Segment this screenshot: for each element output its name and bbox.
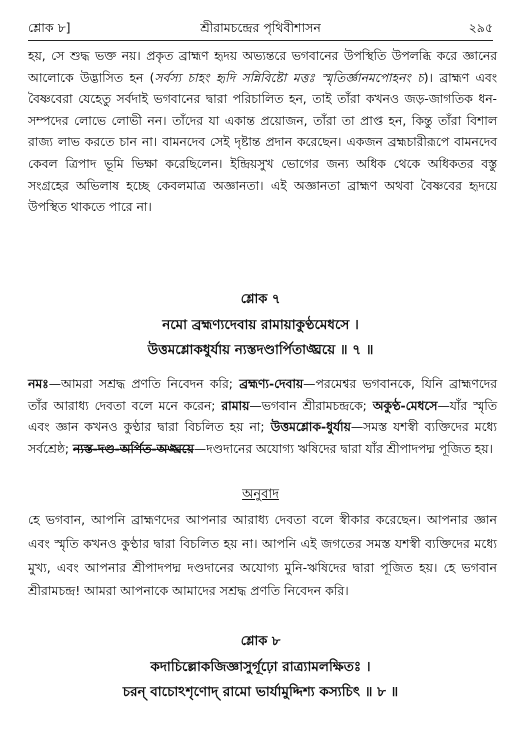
purport-quote: সর্বস্য চাহং হৃদি সন্নিবিষ্টো মত্তঃ স্মৃতির্জ্ঞানমপোহনং চ <box>154 70 424 85</box>
translation-heading: অনুবাদ <box>242 487 279 502</box>
sloka-8-title: শ্লোক ৮ <box>240 634 281 649</box>
synonym-word: ন্যস্ত-দণ্ড-অর্পিত-অঙ্ঘ্রয়ে <box>72 441 194 456</box>
synonym-meaning: —ভগবান শ্রীরামচন্দ্রকে; <box>249 398 373 413</box>
synonym-word: অকুণ্ঠ-মেধসে <box>372 398 438 413</box>
running-header <box>28 18 493 41</box>
purport-paragraph <box>28 46 497 219</box>
synonym-meaning: —পরমেশ্বর ভগবানকে, যিনি ব্রাহ্মণদের তাঁর আরাধ্য দেবতা বলে মনে করেন; <box>28 377 497 413</box>
synonym-word: রামায় <box>221 398 250 413</box>
synonyms-paragraph <box>28 374 497 460</box>
synonym-word: নমঃ <box>28 377 49 391</box>
sloka-8-line-2: চরন্ বাচোঽশৃণোদ্ রামো ভার্যামুদ্দিশ্য কস্যচিৎ ॥ ৮ ॥ <box>122 684 399 700</box>
synonym-meaning: —যাঁর স্মৃতি এবং জ্ঞান কখনও কুণ্ঠার দ্বারা বিচলিত হয় না; <box>28 398 497 435</box>
sloka-7-title: শ্লোক ৭ <box>240 292 281 307</box>
header-chapter-title: শ্রীরামচন্দ্রের পৃথিবীশাসন <box>200 20 321 35</box>
synonym-meaning: —দণ্ডদানের অযোগ্য ঋষিদের দ্বারা যাঁর শ্রীপাদপদ্ম পূজিত হয়। <box>193 441 493 456</box>
sloka-7-line-1: নমো ব্রহ্মণ্যদেবায় রামায়াকুণ্ঠমেধসে । <box>162 317 359 333</box>
purport-text-1: হয়, সে শুদ্ধ ভক্ত নয়। প্রকৃত ব্রাহ্মণ হৃদয় অভ্যন্তরে ভগবানের উপস্থিতি উপলব্ধি করে জ্ঞানের আলোকে উদ্ভাসিত হন ( <box>28 49 497 85</box>
purport-text-2: )। ব্রাহ্মণ এবং বৈষ্ণবেরা যেহেতু সর্বদাই ভগবানের দ্বারা পরিচালিত হন, তাই তাঁরা কখনও জড়-জাগতিক ধন-সম্পদের লোভে লোভী নন। তাঁদের যা একান্ত প্রয়োজন, তাঁরা তা প্রাপ্ত হন, কিন্তু তাঁরা বিশাল রাজ্য লাভ করতে চান না। বামনদেব সেই দৃষ্টান্ত প্রদান করেছেন। একজন ব্রহ্মচারীরূপে বামনদেব কেবল ত্রিপাদ ভূমি ভিক্ষা করেছিলেন। ইন্দ্রিয়সুখ ভোগের জন্য অধিক থেকে অধিকতর বস্তু সংগ্রহের অভিলাষ হচ্ছে কেবলমাত্র অজ্ঞানতা। এই অজ্ঞানতা ব্রাহ্মণ অথবা বৈষ্ণবের হৃদয়ে উপস্থিত থাকতে পারে না। <box>28 70 497 215</box>
synonym-word: উত্তমশ্লোক-ধুর্যায় <box>270 420 351 435</box>
page-number: ২৯৫ <box>468 20 493 35</box>
synonym-meaning: —আমরা সশ্রদ্ধ প্রণতি নিবেদন করি; <box>48 377 240 391</box>
synonym-meaning: —সমস্ত যশস্বী ব্যক্তিদের মধ্যে সর্বশ্রেষ্ঠ; <box>28 420 497 456</box>
header-verse-ref: শ্লোক ৮] <box>28 20 71 35</box>
sloka-8-line-1: কদাচিল্লোকজিজ্ঞাসুর্গূঢ়ো রাত্র্যামলক্ষিতঃ । <box>150 659 371 675</box>
translation-paragraph: হে ভগবান, আপনি ব্রাহ্মণদের আপনার আরাধ্য দেবতা বলে স্বীকার করেছেন। আপনার জ্ঞান এবং স্মৃতি কখনও কুণ্ঠার দ্বারা বিচলিত হয় না। আপনি এই জগতের সমস্ত যশস্বী ব্যক্তিদের মধ্যে মুখ্য, এবং আপনার শ্রীপাদপদ্ম দণ্ডদানের অযোগ্য মুনি-ঋষিদের দ্বারা পূজিত হয়। হে ভগবান শ্রীরামচন্দ্র! আমরা আপনাকে আমাদের সশ্রদ্ধ প্রণতি নিবেদন করি। <box>28 512 497 599</box>
sloka-7-line-2: উত্তমশ্লোকধুর্যায় ন্যস্তদণ্ডার্পিতাঙ্ঘ্রয়ে ॥ ৭ ॥ <box>147 342 374 358</box>
synonym-word: ব্রহ্মণ্য-দেবায় <box>239 377 304 391</box>
